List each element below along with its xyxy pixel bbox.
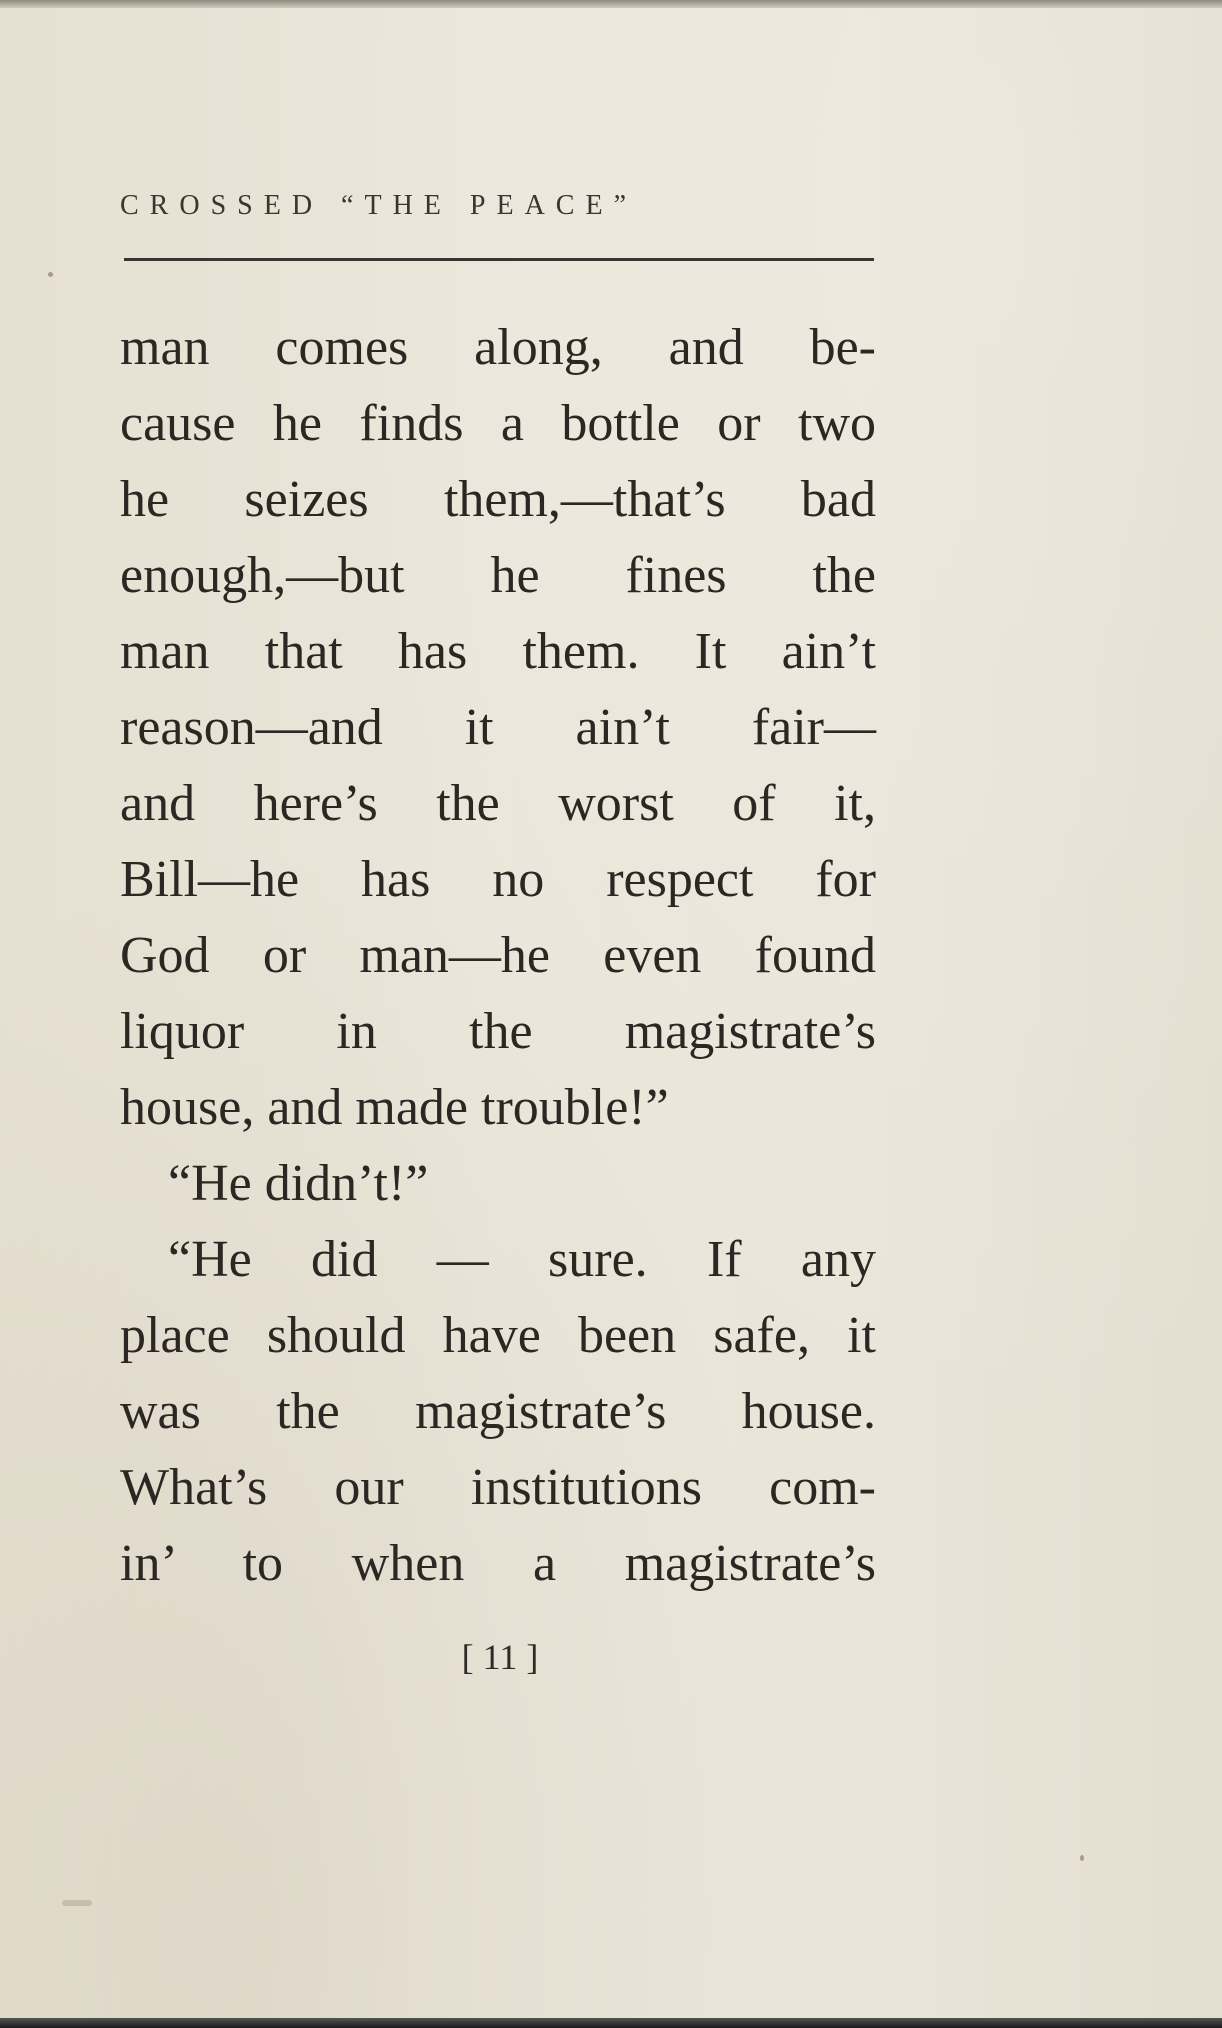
text-line: man that has them. It ain’t [120,623,876,680]
text-line: he seizes them,—that’s bad [120,471,876,528]
text-line: cause he finds a bottle or two [120,395,876,452]
body-text [120,310,876,1602]
page-number: [ 11 ] [461,1637,539,1677]
text-line: liquor in the magistrate’s [120,1003,876,1060]
text-line: in’ to when a magistrate’s [120,1535,876,1592]
text-line: enough,—but he fines the [120,547,876,604]
text-line: was the magistrate’s house. [120,1383,876,1440]
header-rule [124,258,874,261]
text-line: Bill—he has no respect for [120,851,876,908]
paper-speck [48,272,53,277]
text-line: place should have been safe, it [120,1307,876,1364]
text-line: and here’s the worst of it, [120,775,876,832]
text-line: “He did — sure. If any [168,1231,876,1288]
paper-stain [62,1900,92,1906]
running-head: CROSSED “THE PEACE” [120,190,637,221]
text-line: “He didn’t!” [168,1155,429,1212]
page-top-edge [0,0,1222,8]
text-line: man comes along, and be- [120,319,876,376]
text-line: What’s our institutions com- [120,1459,876,1516]
page-bottom-edge [0,2018,1222,2028]
paper-speck [1080,1855,1084,1861]
text-line: reason—and it ain’t fair— [120,699,876,756]
text-line: house, and made trouble!” [120,1079,669,1136]
text-line: God or man—he even found [120,927,876,984]
